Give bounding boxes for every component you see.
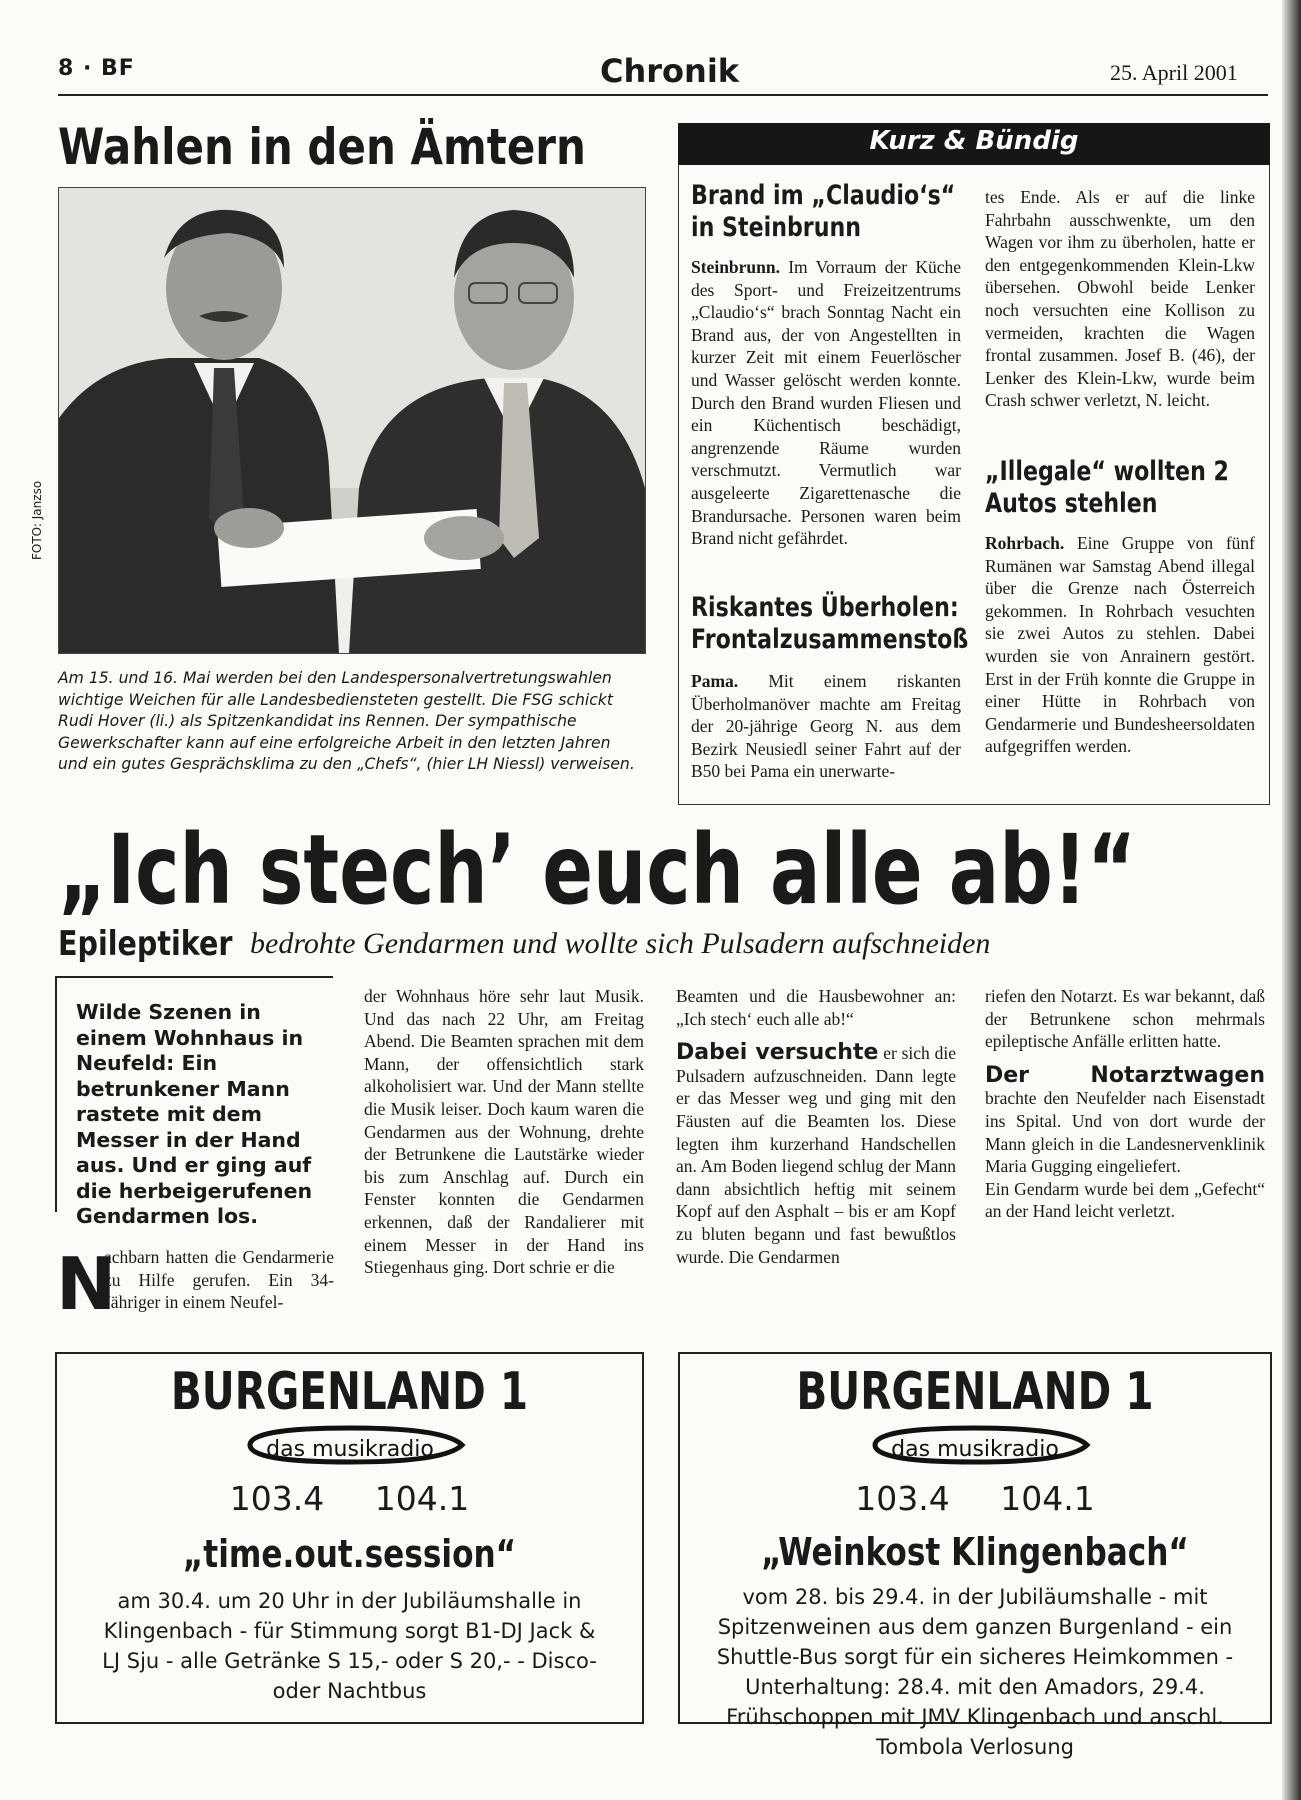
brief-headline-1 xyxy=(691,180,955,244)
brief-text-2-continued: tes Ende. Als er auf die linke Fahrbahn ausschwenkte, um den Wagen vor ihm zu überholen, hatte er den entgegenkommenden Klein-Lkw übersehen. Obwohl beide Lenker noch versuchten eine Kollison zu vermeiden, krachten die Wagen frontal zusammen. Josef B. (46), der Lenker des Klein-Lkw, wurde beim Crash schwer verletzt, N. leicht. xyxy=(985,187,1255,411)
photo-credit: FOTO: Janzso xyxy=(30,480,44,560)
ad1-event-title: „time.out.session“ xyxy=(182,1532,517,1576)
issue-date: 25. April 2001 xyxy=(1110,60,1238,85)
ad1-freq1: 103.4 xyxy=(229,1479,325,1518)
lead-photo xyxy=(58,187,646,654)
brief-headline-2 xyxy=(691,592,968,656)
article-col4-para2 xyxy=(985,1062,1265,1178)
main-headline: „Ich stech’ euch alle ab!“ xyxy=(58,814,1137,926)
brief-dateline-2: Pama. xyxy=(691,671,739,691)
brief-headline-2-line1: Riskantes Überholen: xyxy=(691,592,959,623)
radio-ad-1 xyxy=(55,1352,644,1724)
brief-headline-2-line2: Frontalzusammenstoß xyxy=(691,624,969,655)
ad1-slogan-logo xyxy=(57,1422,642,1473)
brief-headline-3 xyxy=(985,456,1229,520)
ad1-frequencies xyxy=(57,1479,642,1518)
ad2-frequencies xyxy=(680,1479,1270,1518)
article-runin-2: Der Notarztwagen xyxy=(985,1062,1265,1088)
ad1-freq2: 104.1 xyxy=(374,1479,470,1518)
ad1-slogan: das musikradio xyxy=(265,1437,434,1462)
ad2-text: vom 28. bis 29.4. in der Jubiläumshalle - mit Spitzenweinen aus dem ganzen Burgenland - ein Shuttle-Bus sorgt für ein sicheres Heimkommen - Unterhaltung: 28.4. mit den Amadors, 29.4. Frühschoppen mit JMV Klingenbach und anschl. Tombola Verlosung xyxy=(716,1585,1234,1759)
ad1-text: am 30.4. um 20 Uhr in der Jubiläumshalle in Klingenbach - für Stimmung sorgt B1-DJ Jack & LJ Sju - alle Getränke S 15,- oder S 20,- - Disco- oder Nachtbus xyxy=(102,1589,597,1703)
article-column-1: achbarn hatten die Gendarmerie zu Hilfe gerufen. Ein 34-Jähriger in einem Neufel- xyxy=(104,1247,334,1313)
article-column-2: der Wohnhaus höre sehr laut Musik. Und das nach 22 Uhr, am Freitag Abend. Die Beamten sprachen mit dem Mann, der offensichtlich stark alkoholisiert war. Und der Mann stellte die Musik leiser. Doch kaum waren die Gendarmen aus der Wohnung, drehte der Betrunkene die Lautstärke wieder bis zum Anschlag auf. Durch ein Fenster konnten die Gendarmen erkennen, daß der Randalierer mit einem Messer in der Hand ins Stiegenhaus ging. Dort schrie er die xyxy=(364,986,644,1278)
article-col3-body: er sich die Pulsadern aufzuschneiden. Dann legte er das Messer weg und ging mit den Fäusten auf die Beamten los. Diese legten ihm kurzerhand Handschellen an. Am Boden liegend schlug der Mann dann absichtlich heftig mit seinem Kopf auf den Asphalt – bis er am Kopf zu bluten begann und fast bewußtlos wurde. Die Gendarmen xyxy=(676,1043,956,1267)
brief-body-1: Im Vorraum der Küche des Sport- und Freizeitzentrums „Claudio‘s“ brach Sonntag Nacht ein Brand aus, der von Angestellten in kurzer Zeit mit einem Feuerlöscher und Wasser gelöscht werden konnte. Durch den Brand wurden Fliesen und ein Küchentisch beschädigt, angrenzende Räume wurden verschmutzt. Vermutlich war ausgeleerte Zigarettenasche die Brandursache. Personen waren beim Brand nicht gefährdet. xyxy=(691,257,961,549)
article-runin-1: Dabei versuchte xyxy=(676,1040,879,1066)
article-col4-para3: Ein Gendarm wurde bei dem „Gefecht“ an der Hand leicht verletzt. xyxy=(985,1178,1265,1222)
radio-ad-2 xyxy=(678,1352,1272,1759)
article-col3-para1: Beamten und die Hausbewohner an: „Ich stech‘ euch alle ab!“ xyxy=(676,986,956,1029)
brief-headline-3-line2: Autos stehlen xyxy=(985,488,1158,519)
brief-dateline-3: Rohrbach. xyxy=(985,533,1065,553)
brief-text-1 xyxy=(691,256,961,550)
brief-dateline-1: Steinbrunn. xyxy=(691,257,780,277)
header-rule xyxy=(58,94,1268,96)
intro-rule-top xyxy=(55,976,333,978)
ad2-slogan: das musikradio xyxy=(891,1437,1059,1462)
ad2-freq1: 103.4 xyxy=(855,1479,950,1518)
section-title: Chronik xyxy=(600,52,740,90)
brief-news-title: Kurz & Bündig xyxy=(869,126,1079,156)
brief-headline-3-line1: „Illegale“ wollten 2 xyxy=(985,456,1229,487)
ad2-event-title: „Weinkost Klingenbach“ xyxy=(761,1530,1189,1574)
scan-edge-shadow xyxy=(1282,0,1301,1800)
ad2-freq2: 104.1 xyxy=(1000,1479,1095,1518)
article-column-4 xyxy=(985,985,1265,1223)
ad2-slogan-logo xyxy=(680,1422,1270,1473)
main-intro: Wilde Szenen in einem Wohnhaus in Neufeld: Ein betrunkener Mann rastete mit dem Messer in der Hand aus. Und er ging auf die herbeigerufenen Gendarmen los. xyxy=(76,1000,313,1228)
brief-headline-1-line2: in Steinbrunn xyxy=(691,212,862,243)
article-column-3 xyxy=(676,985,956,1268)
article-col4-body: brachte den Neufelder nach Eisenstadt ins Spital. Und von dort wurde der Mann gleich in die Landesnervenklinik Maria Gugging eingeliefert. xyxy=(985,1088,1265,1177)
main-subheadline: bedrohte Gendarmen und wollte sich Pulsadern aufschneiden xyxy=(250,927,991,960)
intro-rule-left xyxy=(55,976,57,1212)
brief-body-2: Mit einem riskanten Überholmanöver machte am Freitag der 20-jährige Georg N. aus dem Bezirk Neusiedl seiner Fahrt auf der B50 bei Pama ein unerwarte- xyxy=(691,671,961,782)
brief-text-3 xyxy=(985,532,1255,758)
lead-headline: Wahlen in den Ämtern xyxy=(58,118,586,176)
article-col3-para2 xyxy=(676,1042,956,1268)
drop-cap: N xyxy=(56,1242,117,1326)
ad2-brand: BURGENLAND 1 xyxy=(796,1362,1154,1422)
ad1-brand: BURGENLAND 1 xyxy=(170,1362,529,1422)
page-number: 8 · BF xyxy=(58,56,135,81)
brief-text-2 xyxy=(691,670,961,783)
brief-body-3: Eine Gruppe von fünf Rumänen war Samstag Abend illegal über die Grenze nach Österreich gekommen. In Rohrbach vesuchten sie zwei Autos zu stehlen. Dabei wurden sie von Anrainern gestört. Erst in der Früh konnte die Gruppe in einer Hütte in Rohrbach von Gendarmerie und Bundesheersoldaten aufgegriffen werden. xyxy=(985,533,1255,757)
brief-headline-1-line1: Brand im „Claudio‘s“ xyxy=(691,180,956,211)
main-kicker: Epileptiker xyxy=(58,924,233,964)
photo-caption: Am 15. und 16. Mai werden bei den Landespersonalvertretungswahlen wichtige Weichen für alle Landesbediensteten gestellt. Die FSG schickt Rudi Hover (li.) als Spitzenkandidat ins Rennen. Der sympathische Gewerkschafter kann auf eine erfolgreiche Arbeit in den letzten Jahren und ein gutes Gesprächsklima zu den „Chefs“, (hier LH Niessl) verweisen. xyxy=(58,669,635,774)
article-col4-para1: riefen den Notarzt. Es war bekannt, daß der Betrunkene schon mehrmals epileptische Anfälle erlitten hatte. xyxy=(985,986,1265,1052)
